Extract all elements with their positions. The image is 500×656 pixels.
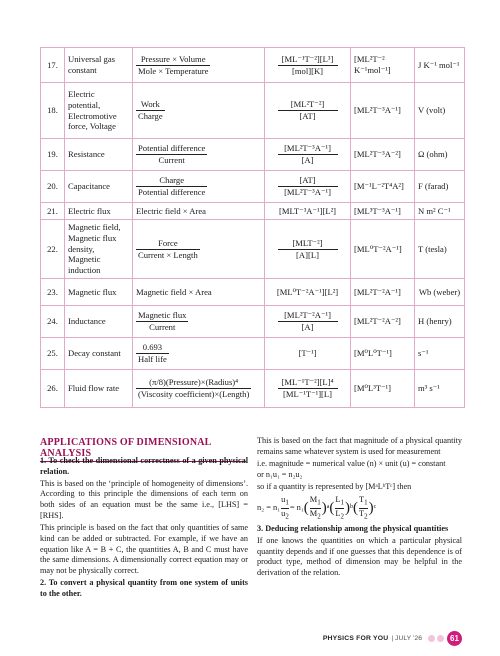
formula-fraction-num: Magnetic flux (138, 310, 187, 321)
table-row (41, 203, 465, 220)
dimensional-formula: [ML²T⁻² K⁻¹mol⁻¹] (351, 48, 415, 83)
table-row (41, 220, 465, 279)
formula-fraction-num: 0.693 (136, 342, 169, 354)
dim-fraction-den: [ML²T⁻³A⁻¹] (284, 187, 331, 197)
dimensional-formula: [ML²T⁻³A⁻¹] (351, 83, 415, 139)
conversion-equation: n₂ = n₁ $\frac{u_1}{u_2}$ = n₁ ( $M_1$ $M_2$ ) a ( $L_1$ $L_2$ ) b ( $T_1$ $T_2$ ) c (257, 495, 377, 521)
quantity-name: Electric flux (65, 203, 133, 220)
dimensional-substitution (265, 48, 351, 83)
right-para-3: or n₁u₁ = n₂u₂ (257, 470, 303, 480)
dim-fraction-den: [A][L] (296, 249, 319, 260)
formula-fraction-num: Pressure × Volume (136, 54, 210, 66)
quantity-name: Magnetic flux (65, 279, 133, 306)
serial-number: 25. (41, 338, 65, 370)
formula-fraction-den: Half life (138, 354, 167, 364)
defining-formula (133, 220, 265, 279)
dimensional-formula: [M⁰L⁰T⁻¹] (351, 338, 415, 370)
formula-fraction-num: Work (136, 99, 165, 111)
quantity-name: Fluid flow rate (65, 370, 133, 408)
right-para-4: so if a quantity is represented by [MᵃLᵇTᶜ] then (257, 482, 412, 492)
right-column (257, 436, 462, 580)
formula-fraction-den: (Viscosity coefficient)×(Length) (138, 389, 250, 399)
formula-fraction (136, 377, 251, 399)
dim-fraction-den: [A] (301, 155, 314, 165)
equation-mid: = n₁ (289, 503, 304, 513)
dimensional-substitution (265, 171, 351, 203)
formula-fraction-den: Current (158, 155, 185, 165)
point-1-title: 1. To check the dimensional correctness of a given physical relation. (40, 456, 248, 476)
dimensional-formula: [ML²T⁻²A⁻¹] (351, 279, 415, 306)
dim-fraction (278, 377, 338, 399)
right-para-1: This is based on the fact that magnitude of a physical quantity remains same whatever system is used for measurement (257, 436, 462, 456)
issue-date: | JULY ’26 (391, 635, 422, 642)
point-3-para: If one knows the quantities on which a particular physical quantity depends and if one guesses that this dependence is of product type, method of dimension may be helpful in the derivation of the relation. (257, 535, 462, 578)
formula-fraction-den: Current (149, 322, 176, 332)
serial-number: 24. (41, 306, 65, 338)
si-unit: s⁻¹ (415, 338, 465, 370)
quantity-name: Resistance (65, 139, 133, 171)
dim-fraction-num: [ML²T⁻³A⁻¹] (278, 143, 338, 155)
dim-fraction-num: [ML⁻¹T⁻²][L³] (278, 54, 338, 66)
table-row (41, 306, 465, 338)
si-unit: Ω (ohm) (415, 139, 465, 171)
si-unit: Wb (weber) (415, 279, 465, 306)
defining-formula (133, 139, 265, 171)
dim-fraction (278, 238, 338, 260)
table-row (41, 279, 465, 306)
point-1-para-b: This principle is based on the fact that only quantities of same kind can be added or subtracted. For example, if we have an equation like A = B + C, the quantities A, B and C must have the same dimensions. A dimensionally correct equation may or may not be physically correct. (40, 522, 248, 576)
dot-icon (437, 635, 444, 642)
dimensional-formula: [ML²T⁻³A⁻²] (351, 139, 415, 171)
quantity-name: Magnetic field, Magnetic flux density, Magnetic induction (65, 220, 133, 279)
equation-ratio-l: $L_1$ $L_2$ (335, 495, 345, 521)
equation-lhs: n₂ = n₁ (257, 503, 281, 513)
formula-text: Magnetic field × Area (136, 286, 212, 297)
si-unit: H (henry) (415, 306, 465, 338)
formula-fraction-den: Charge (138, 111, 163, 121)
si-unit: m³ s⁻¹ (415, 370, 465, 408)
dimensional-substitution (265, 306, 351, 338)
serial-number: 17. (41, 48, 65, 83)
formula-fraction (136, 342, 169, 364)
dim-fraction (278, 54, 338, 76)
table-row (41, 370, 465, 408)
quantity-name: Electric potential, Electromotive force, Voltage (65, 83, 133, 139)
dim-fraction (278, 99, 338, 121)
dot-icon (428, 635, 435, 642)
serial-number: 18. (41, 83, 65, 139)
formula-fraction-num: Potential difference (138, 143, 206, 154)
quantity-name: Inductance (65, 306, 133, 338)
point-3-title: 3. Deducing relationship among the physical quantities (257, 523, 449, 533)
defining-formula (133, 370, 265, 408)
si-unit: N m² C⁻¹ (415, 203, 465, 220)
formula-fraction-num: (π/8)(Pressure)×(Radius)⁴ (136, 377, 251, 389)
dim-fraction-den: [A] (301, 322, 314, 332)
dim-fraction-den: [ML⁻¹T⁻¹][L] (282, 389, 333, 399)
formula-fraction-num: Force (136, 238, 200, 250)
si-unit: F (farad) (415, 171, 465, 203)
serial-number: 26. (41, 370, 65, 408)
serial-number: 20. (41, 171, 65, 203)
dimensional-substitution (265, 83, 351, 139)
equation-ratio-u: $\frac{u_1}{u_2}$ (281, 495, 289, 521)
defining-formula (133, 279, 265, 306)
dimensional-formula: [M⁰L³T⁻¹] (351, 370, 415, 408)
right-para-2: i.e. magnitude = numerical value (n) × unit (u) = constant (257, 458, 446, 468)
serial-number: 22. (41, 220, 65, 279)
page-number-badge: 61 (447, 631, 462, 646)
dimensional-formula: [M⁻¹L⁻²T⁴A²] (351, 171, 415, 203)
dim-fraction-num: [ML⁻¹T⁻²][L]⁴ (278, 377, 338, 389)
defining-formula (133, 306, 265, 338)
equation-ratio-m: $M_1$ $M_2$ (309, 495, 321, 521)
serial-number: 21. (41, 203, 65, 220)
si-unit: J K⁻¹ mol⁻¹ (415, 48, 465, 83)
dim-fraction (278, 143, 338, 165)
dimensional-substitution (265, 203, 351, 220)
dimensional-substitution (265, 220, 351, 279)
table-row (41, 171, 465, 203)
dim-fraction (278, 175, 338, 197)
dimensional-substitution (265, 139, 351, 171)
dimensional-substitution (265, 370, 351, 408)
dim-text: [MLT⁻³A⁻¹][L²] (278, 205, 337, 216)
dim-fraction-num: [MLT⁻²] (278, 238, 338, 250)
section-heading: APPLICATIONS OF DIMENSIONAL ANALYSIS (40, 437, 246, 462)
si-unit: T (tesla) (415, 220, 465, 279)
dim-text: [ML⁰T⁻²A⁻¹][L²] (276, 286, 339, 297)
dimensional-formula: [ML²T⁻²A⁻²] (351, 306, 415, 338)
table-row (41, 83, 465, 139)
formula-text: Electric field × Area (136, 205, 206, 216)
dim-fraction-den: [AT] (299, 111, 316, 121)
formula-fraction (136, 143, 207, 165)
defining-formula (133, 203, 265, 220)
defining-formula (133, 338, 265, 370)
dim-fraction-num: [ML²T⁻²] (278, 99, 338, 111)
formula-fraction (136, 175, 207, 197)
formula-fraction (136, 54, 210, 76)
quantity-name: Decay constant (65, 338, 133, 370)
formula-fraction (136, 238, 200, 260)
si-unit: V (volt) (415, 83, 465, 139)
serial-number: 23. (41, 279, 65, 306)
dimensional-formula: [ML⁰T⁻²A⁻¹] (351, 220, 415, 279)
dimensional-substitution (265, 279, 351, 306)
table-row (41, 139, 465, 171)
dim-text: [T⁻¹] (298, 348, 317, 359)
point-2-title: 2. To convert a physical quantity from one system of units to the other. (40, 578, 248, 598)
formula-fraction-den: Current × Length (138, 249, 198, 260)
formula-fraction (136, 99, 165, 121)
quantity-name: Capacitance (65, 171, 133, 203)
dimensional-substitution (265, 338, 351, 370)
formula-fraction-num: Charge (136, 175, 207, 187)
dim-fraction-num: [AT] (278, 175, 338, 187)
equation-ratio-t: $T_1$ $T_2$ (359, 495, 368, 521)
left-column (40, 456, 248, 601)
dim-fraction (278, 310, 338, 332)
serial-number: 19. (41, 139, 65, 171)
table-row (41, 48, 465, 83)
defining-formula (133, 48, 265, 83)
magazine-name: PHYSICS FOR YOU (322, 635, 389, 642)
decor-dots (426, 635, 444, 642)
quantity-name: Universal gas constant (65, 48, 133, 83)
defining-formula (133, 171, 265, 203)
point-1-para-a: This is based on the ‘principle of homogeneity of dimensions’. According to this principle the dimensions of each term on both sides of an equation must be the same i.e., [LHS] = [RHS]. (40, 478, 248, 521)
formula-fraction (136, 310, 188, 332)
dim-fraction-num: [ML²T⁻²A⁻¹] (278, 310, 338, 322)
dim-fraction-den: [mol][K] (291, 65, 324, 76)
formula-fraction-den: Mole × Temperature (138, 65, 209, 76)
table-row (41, 338, 465, 370)
dimensional-formula: [ML³T⁻³A⁻¹] (351, 203, 415, 220)
dimensions-table (40, 47, 465, 408)
formula-fraction-den: Potential difference (138, 187, 206, 197)
defining-formula (133, 83, 265, 139)
page-footer (323, 631, 462, 646)
